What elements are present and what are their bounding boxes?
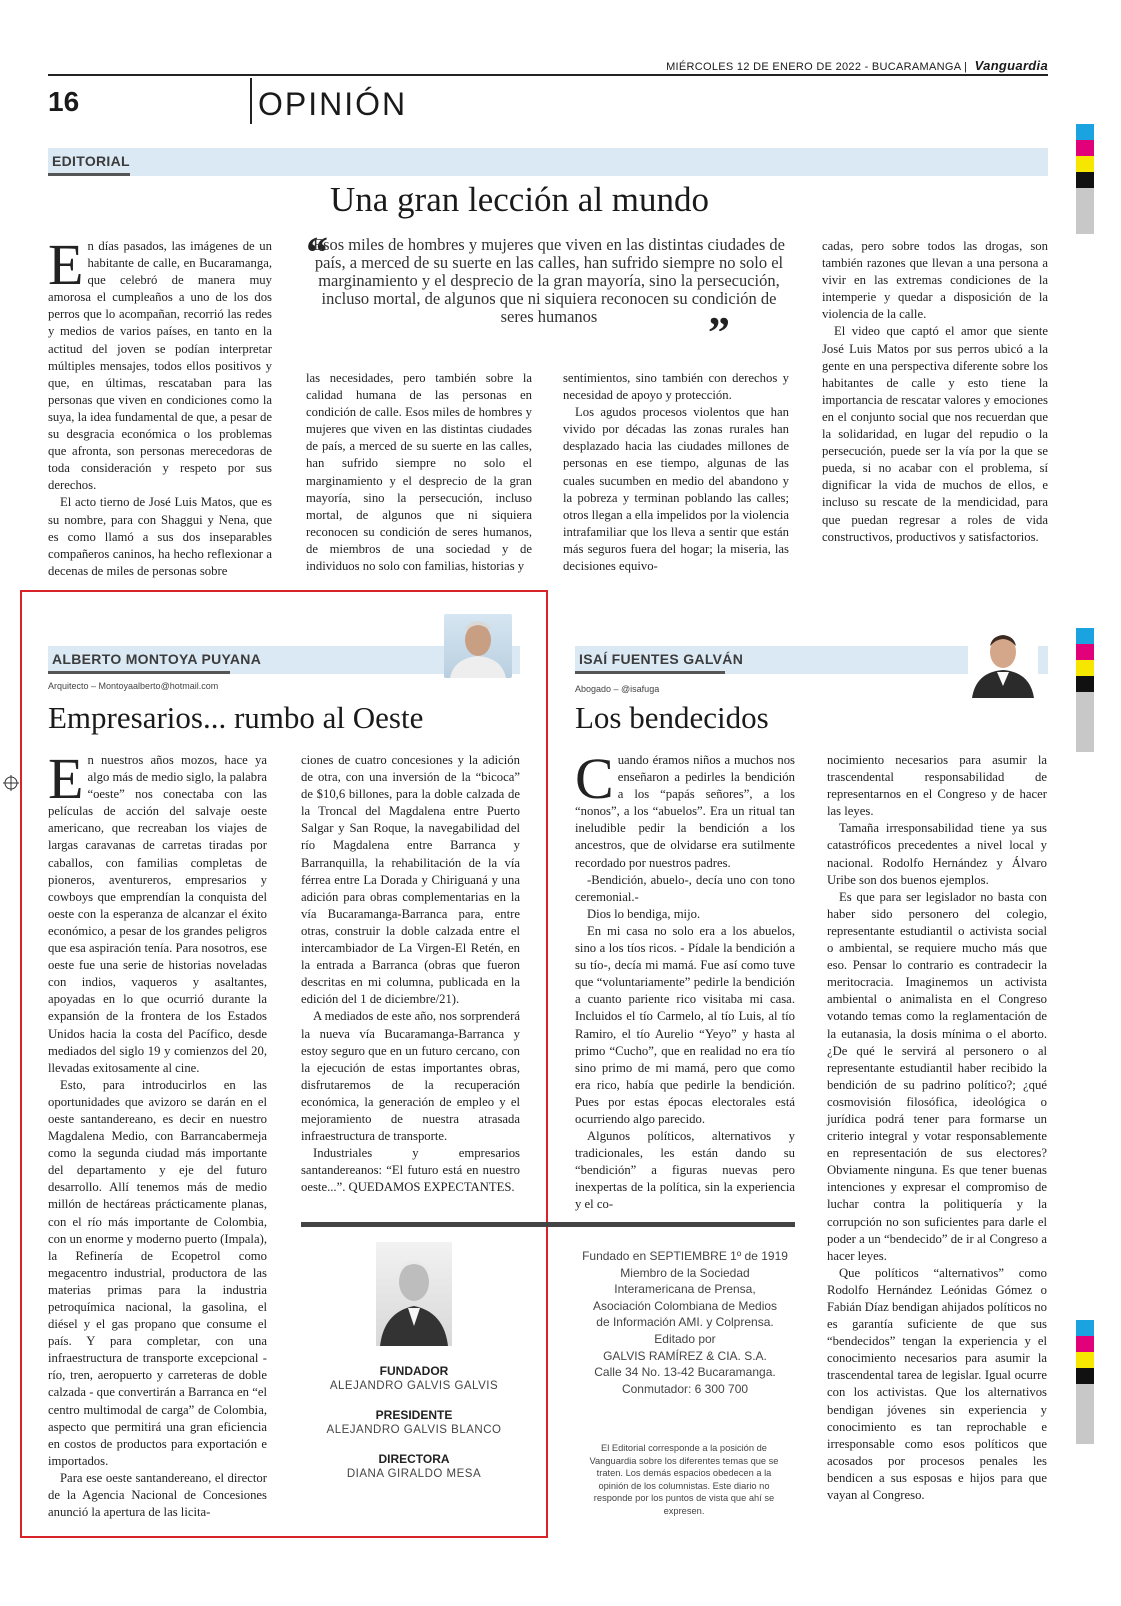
paragraph: sentimientos, sino también con derechos y necesidad de apoyo y protección. [563,371,789,403]
editorial-band [48,148,1048,176]
column-left-text-1 [48,746,267,1521]
publisher-info-line: Conmutador: 6 300 700 [621,1381,749,1396]
author-name-right: ISAÍ FUENTES GALVÁN [579,651,744,667]
publisher-info-line: Interamericana de Prensa, [614,1282,756,1297]
brand-logo: Vanguardia [974,58,1048,73]
paragraph: A mediados de este año, nos sorprenderá la nueva vía Bucaramanga-Barranca y estoy seguro que en un futuro cercano, con la ejecución de estas importantes obras, disfrutaremos de la recuperación económica, la generación de empleo y el mejoramiento de nuestra atrasada infraestructura de transporte. [301,1009,520,1144]
author-meta-left: Arquitecto – Montoyaalberto@hotmail.com [48,681,219,691]
page-number: 16 [48,86,80,117]
section-separator [250,78,252,124]
author-meta-right: Abogado – @isafuga [575,684,660,694]
paragraph: n días pasados, las imágenes de un habitante de calle, en Bucaramanga, que celebró de manera muy amorosa el cumpleaños a uno de los dos perros que lo acompañan, recorrió las redes y medios de varios países, en tanto en la actitud del joven se podían interpretar múltiples mensajes, todos ellos positivos y que, en últimas, rescataban para las personas que viven en condiciones como la suya, la idea fundamental de que, a pesar de su desgracia económica o los problemas que afronta, son personas merecedoras de toda consideración y respeto por sus derechos. [48,239,272,493]
editorial-label-bar [48,173,130,176]
column-right-text-2 [827,752,1047,1504]
president-name: ALEJANDRO GALVIS BLANCO [326,1424,502,1436]
registration-mark-icon [3,775,19,791]
author-bar-right [575,671,725,674]
quote-close-icon: ” [708,308,730,357]
drop-cap: C [575,746,614,811]
editorial-column-1 [48,232,272,580]
quote-open-icon: “ [306,228,328,277]
president-title: PRESIDENTE [375,1408,453,1422]
founder-name: ALEJANDRO GALVIS GALVIS [329,1380,499,1392]
paragraph: Para ese oeste santandereano, el director de la Agencia Nacional de Concesiones anunció la apertura de las licita- [48,1470,267,1520]
paragraph: las necesidades, pero también sobre la calidad humana de las personas en condición de calle. Esos miles de hombres y mujeres que viven en las distintas ciudades de país, a merced de su suerte en las calles, han sufrido siempre no solo el marginamiento y el desprecio de la gran mayoría, sino la persecución, incluso mortal, de algunos que ni siquiera reconocen su condición de seres humanos, de miembros de una sociedad y de individuos no solo con familias, historias y [306,371,532,574]
drop-cap: E [48,232,84,297]
paragraph: Industriales y empresarios santandereanos: “El futuro está en nuestro oeste...”. QUEDAMOS EXPECTANTES. [301,1146,520,1195]
publisher-info-line: Asociación Colombiana de Medios [592,1298,778,1313]
date-city: MIÉRCOLES 12 DE ENERO DE 2022 - BUCARAMANGA [666,61,961,73]
paragraph: Algunos políticos, alternativos y tradicionales, les están dando su “bendición” a figuras nuevas pero inexpertas de la política, sin la experiencia y el co- [575,1129,795,1212]
author-name-left: ALBERTO MONTOYA PUYANA [52,651,262,667]
editorial-pull-quote: Esos miles de hombres y mujeres que viven en las distintas ciudades de país, a merced de su suerte en las calles, han sufrido siempre no solo el marginamiento y el desprecio de la gran mayoría, sino la persecución, incluso mortal, de algunos que ni siquiera reconocen su condición de seres humanos [313,235,785,326]
founder-photo [376,1242,452,1346]
paragraph: Tamaña irresponsabilidad tiene ya sus catastróficos precedentes a nivel local y nacional. Rodolfo Hernández y Álvaro Uribe son dos buenos ejemplos. [827,821,1047,887]
editorial-disclaimer: El Editorial corresponde a la posición de Vanguardia sobre los diferentes temas que se traten. Los demás espacios obedecen a la opinión de los columnistas. Este diario no responde por los puntos de vista que ahí se expresen. [589,1443,779,1516]
publisher-info-line: Calle 34 No. 13-42 Bucaramanga. [594,1365,776,1380]
publisher-info [570,1248,800,1397]
author-photo-right [968,626,1038,698]
paragraph: El video que captó el amor que siente José Luis Matos por sus perros ubicó a la gente en una perspectiva diferente sobre los habitantes de calle y esto tiene la importancia de rescatar valores y emociones en el conjunto social que nos recuerdan que la solidaridad, en lugar del repudio o la persecución, puede ser la vía por la que se pueda, si no acabar con el problema, sí dignificar la vida de muchos de ellos, e incluso su rescate de la mendicidad, para que puedan regresar a roles de vida constructivos, productivos y satisfactorios. [822,324,1048,544]
paragraph: ciones de cuatro concesiones y la adición de otra, con una inversión de la “bicoca” de $10,6 billones, para la doble calzada de la Troncal del Magdalena entre Puerto Salgar y San Roque, la navegabilidad del río Magdalena entre Barranca y Barranquilla, la rehabilitación de la vía férrea entre La Dorada y Chiriguaná y una adición para obras complementarias en la vía Bucaramanga-Barranca para, entre otras, construir la doble calzada entre el intercambiador de La Virgen-El Retén, en la entrada a Barranca (obras que fueron descritas en mi columna, publicada en la edición del 1 de diciembre/21). [301,753,520,1007]
editorial-label: EDITORIAL [52,153,130,169]
column-headline-left: Empresarios... rumbo al Oeste [48,700,424,735]
masthead-credits [301,1364,527,1480]
paragraph: Dios lo bendiga, mijo. [587,906,701,921]
director-name: DIANA GIRALDO MESA [346,1468,482,1480]
paragraph: cadas, pero sobre todos las drogas, son también razones que llevan a una persona a vivir en las extremas condiciones de la intemperie y quedar a disposición de la violencia de la calle. [822,239,1048,322]
author-bar-left [48,671,230,674]
paragraph: El acto tierno de José Luis Matos, que es su nombre, para con Shaggui y Nena, que es como llamó a sus dos inseparables compañeros caninos, ha hecho reflexionar a decenas de miles de personas sobre [48,495,272,578]
masthead-rule [301,1222,795,1227]
editorial-column-4 [822,238,1048,546]
paragraph: Es que para ser legislador no basta con haber sido personero del colegio, representante estudiantil o activista social o ambiental, se requiere mucho más que eso. Pensar lo contrario es contradecir la meritocracia. Imaginemos un activista ambiental o animalista en el Congreso votando temas como la reglamentación de la eutanasia, la dosis mínima o el aborto. ¿De qué le servirá al personero o al representante estudiantil haber recibido la bendición de su padrino político?; ¿qué cosmovisión filosófica, ideológica o jurídica podrá tener para formarse un criterio integral y votar responsablemente en representación de sus electores? Obviamente ninguna. Es que tener buenas intenciones y expresar el compromiso de luchar contra la politiquería y la corrupción no son suficientes para darle el poder a un “bendecido” de ir al Congreso a hacer leyes. [827,889,1047,1263]
column-headline-right: Los bendecidos [575,700,769,735]
publisher-info-line: Fundado en SEPTIEMBRE 1º de 1919 [582,1249,788,1263]
publisher-info-line: Editado por [654,1331,716,1346]
publisher-info-line: de Información AMI. y Colprensa. [596,1315,774,1330]
header-rule [48,74,1048,76]
date-line: MIÉRCOLES 12 DE ENERO DE 2022 - BUCARAMANGA | Vanguardia [666,58,1048,73]
publisher-info-line: GALVIS RAMÍREZ & CIA. S.A. [603,1348,767,1363]
editorial-column-3 [563,370,789,575]
paragraph: Los agudos procesos violentos que han vivido por décadas las zonas rurales han desplazado hacia las ciudades millones de personas en ese tiempo, algunas de las cuales sucumben en medio del abandono y la pobreza y terminan poblando las calles; otros llegan a ella impelidos por la violencia intrafamiliar que los lleva a sentir que están más seguros fuera del hogar; la miseria, las decisiones equivo- [563,405,789,574]
editorial-headline: Una gran lección al mundo [330,180,710,219]
paragraph: Que políticos “alternativos” como Rodolfo Hernández Leónidas Gómez o Fabián Díaz bendigan ahijados políticos no es garantía suficiente de que sus “bendecidos” tengan la experiencia y el conocimiento necesarios para asumir la trascendental tarea de legislar. Igual ocurre con los activistas. Que los alternativos bendigan jóvenes sin experiencia y conocimiento es tan reprochable e irresponsable como esos políticos que acosados por procesos penales les bendicen a sus esposas e hijos para que vayan al Congreso. [827,1265,1047,1503]
color-strip-top [1076,124,1094,234]
section-title: OPINIÓN [258,86,408,122]
paragraph: -Bendición, abuelo-, decía uno con tono ceremonial.- [575,872,795,904]
drop-cap: E [48,746,84,811]
column-left-text-2 [301,752,520,1196]
color-strip-bottom [1076,1320,1094,1444]
paragraph: uando éramos niños a muchos nos enseñaron a pedirles la bendición a los “papás señores”, a los “nonos”, a los “abuelos”. Era un ritual tan ineludible pedir la bendición a los ancestros, que de olvidarse era sutilmente recordado por nuestros padres. [575,753,795,870]
paragraph: n nuestros años mozos, hace ya algo más de medio siglo, la palabra “oeste” nos conectaba con las películas de acción del salvaje oeste americano, que recreaban los viajes de largas caravanas de carretas tiradas por caballos, con familias completas de pioneros, aventureros, empresarios y cowboys que emprendían la conquista del oeste con la esperanza de alcanzar el éxito económico, a pesar de los grandes peligros que esa aspiración tenía. Para nosotros, ese oeste fue una serie de historias noveladas con indios, vaqueros y asaltantes, apoyadas en lo que ocurrió durante la expansión de la frontera de los Estados Unidos hacia la costa del Pacífico, desde mediados del siglo 19 y comienzos del 20, llevadas exitosamente al cine. [48,753,267,1075]
author-photo-left [444,614,512,678]
color-strip-middle [1076,628,1094,752]
founder-title: FUNDADOR [379,1364,449,1378]
publisher-info-line: Miembro de la Sociedad [620,1265,750,1280]
paragraph: Esto, para introducirlos en las oportunidades que avizoro se darán en el oeste santandereano, es decir en nuestro Magdalena Medio, con Barrancabermeja como la segunda ciudad más importante del departamento y eje del futuro desarrollo. Allí tenemos más de medio millón de hectáreas prácticamente planas, con el río más importante de Colombia, con un enorme y moderno puerto (Impala), la Refinería de Ecopetrol como megacentro industrial, productora de las materias primas para la industria petroquímica nacional, la gasolina, el diésel y el gas propano que consume el país. Y para completar, con una infraestructura de transporte excepcional - río, tren, aeropuerto y carreteras de doble calzada - que convertirán a Barranca en “el centro multimodal de carga” de Colombia, aspecto que permitirá una gran eficiencia en costos de productos para exportación e importados. [48,1077,267,1468]
paragraph: nocimiento necesarios para asumir la trascendental responsabilidad de representarnos en el Congreso y de hacer las leyes. [827,753,1047,819]
column-right-text-1 [575,746,795,1214]
director-title: DIRECTORA [378,1452,450,1466]
editorial-column-2 [306,370,532,575]
paragraph: En mi casa no solo era a los abuelos, sino a los tíos ricos. - Pídale la bendición a su tío-, decía mi mamá. Fue así como tuve que “voluntariamente” pedirle la bendición a cuanto pariente rico visitaba mi casa. Incluidos el tío Carmelo, al tío Luis, al tío Ramiro, el tío Aurelio “Yeyo” y hasta al primo “Cucho”, que en realidad no era tío sino primo de mi mamá, pero que como era rico, había que pedirle la bendición. Pues por estas épocas electorales está ocurriendo algo parecido. [575,923,795,1126]
